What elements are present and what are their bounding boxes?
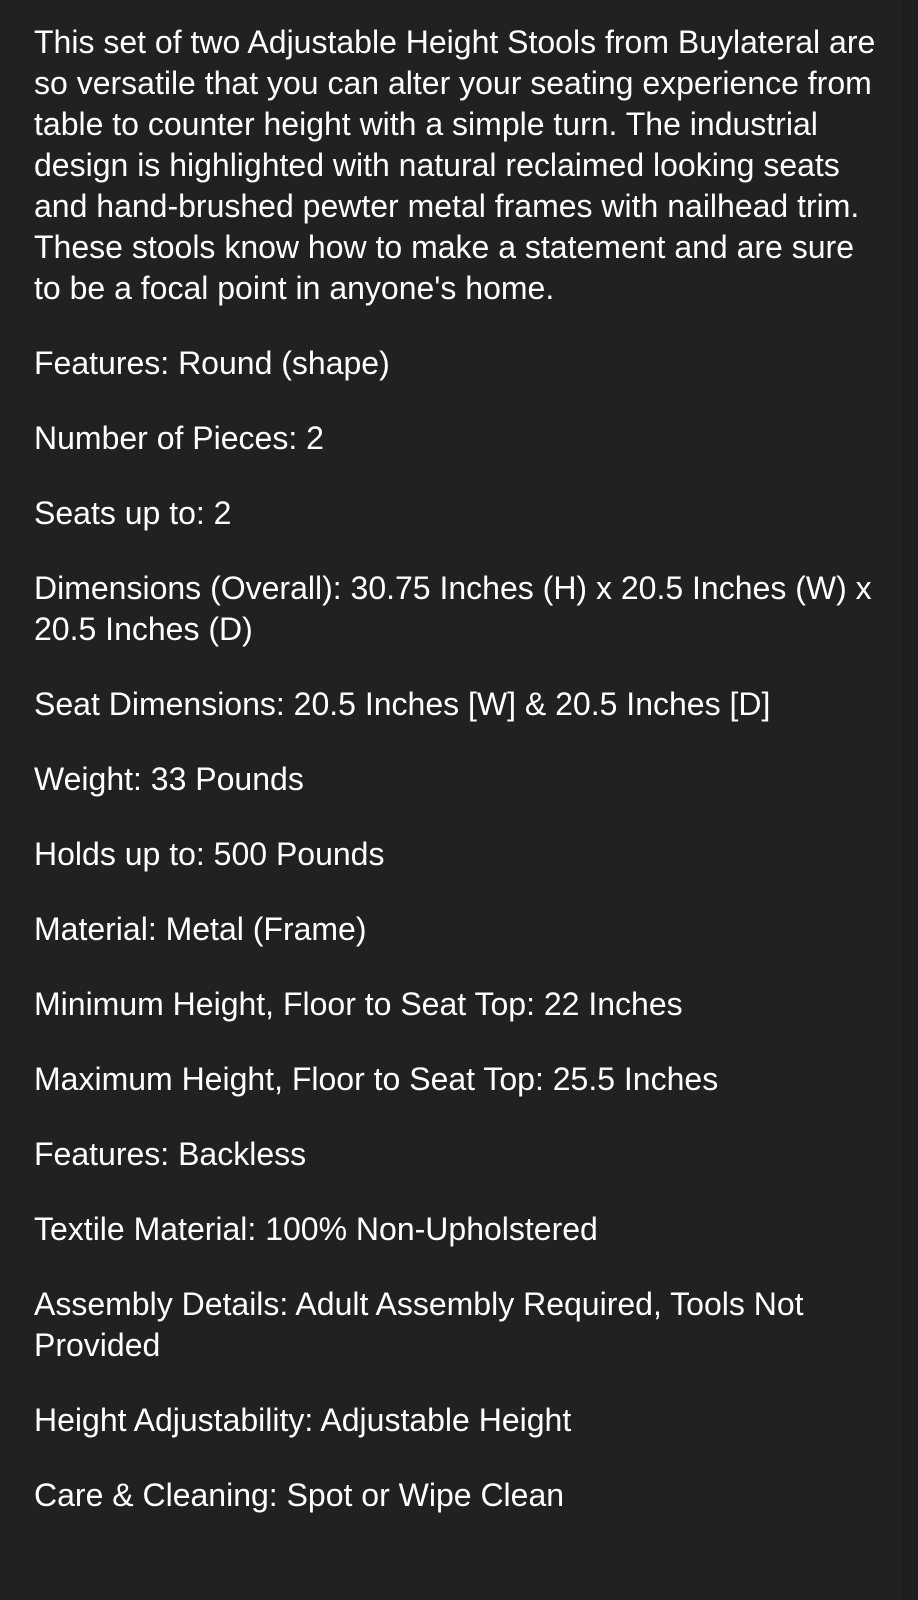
- spec-seats-up-to: Seats up to: 2: [34, 495, 232, 531]
- product-description: This set of two Adjustable Height Stools from Buylateral are so versatile that you can alter your seating experience from table to counter height with a simple turn. The industrial design is highlighted with natural reclaimed looking seats and hand-brushed pewter metal frames with nailhead trim. These stools know how to make a statement and are sure to be a focal point in anyone's home.: [34, 24, 876, 306]
- spec-minimum-height: Minimum Height, Floor to Seat Top: 22 Inches: [34, 986, 683, 1022]
- spec-dimensions-overall: Dimensions (Overall): 30.75 Inches (H) x 20.5 Inches (W) x 20.5 Inches (D): [34, 570, 872, 647]
- spec-seat-dimensions: Seat Dimensions: 20.5 Inches [W] & 20.5 Inches [D]: [34, 686, 771, 722]
- spec-number-of-pieces: Number of Pieces: 2: [34, 420, 324, 456]
- spec-list: [34, 309, 882, 1516]
- spec-weight: Weight: 33 Pounds: [34, 761, 304, 797]
- spec-features-shape: Features: Round (shape): [34, 345, 390, 381]
- spec-textile-material: Textile Material: 100% Non-Upholstered: [34, 1211, 598, 1247]
- spec-material: Material: Metal (Frame): [34, 911, 367, 947]
- spec-height-adjustability: Height Adjustability: Adjustable Height: [34, 1402, 572, 1438]
- right-edge-strip: [902, 0, 918, 1600]
- spec-holds-up-to: Holds up to: 500 Pounds: [34, 836, 385, 872]
- spec-care-cleaning: Care & Cleaning: Spot or Wipe Clean: [34, 1477, 565, 1513]
- spec-features-backless: Features: Backless: [34, 1136, 307, 1172]
- spec-maximum-height: Maximum Height, Floor to Seat Top: 25.5 Inches: [34, 1061, 719, 1097]
- spec-assembly-details: Assembly Details: Adult Assembly Required, Tools Not Provided: [34, 1286, 804, 1363]
